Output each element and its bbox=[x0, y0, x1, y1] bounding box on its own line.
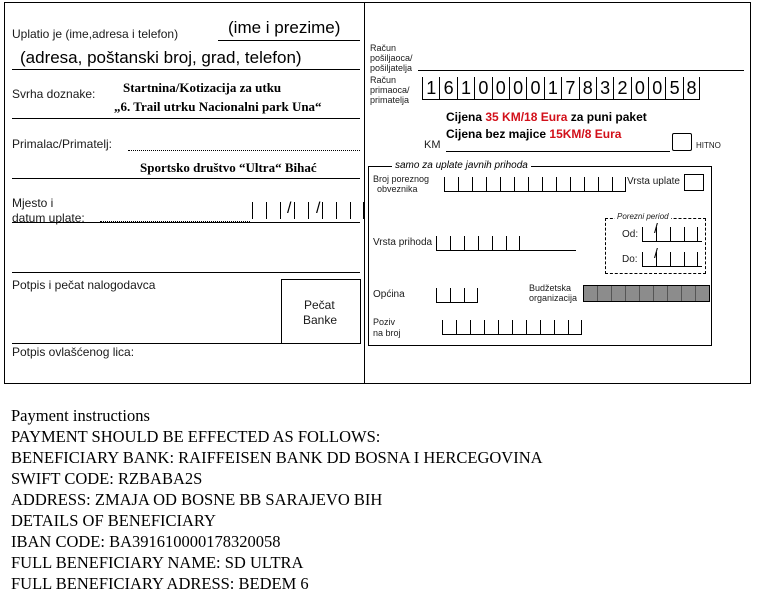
urgent-checkbox[interactable] bbox=[672, 133, 692, 151]
revenue-type-cells[interactable] bbox=[436, 233, 520, 250]
account-digit: 8 bbox=[683, 77, 700, 99]
instruction-line: FULL BENEFICIARY NAME: SD ULTRA bbox=[11, 553, 304, 572]
signature-top-line bbox=[12, 272, 360, 273]
date-base-line bbox=[12, 222, 360, 223]
reference-cells[interactable] bbox=[442, 317, 582, 334]
recipient-name: Sportsko društvo “Ultra“ Bihać bbox=[140, 160, 317, 175]
payer-address: (adresa, poštanski broj, grad, telefon) bbox=[20, 48, 302, 67]
purpose-line-2: „6. Trail utrku Nacionalni park Una“ bbox=[114, 99, 322, 114]
price-full-prefix: Cijena bbox=[446, 110, 483, 124]
from-label: Od: bbox=[622, 229, 639, 240]
sender-account-label-2: pošiljaoca/ bbox=[370, 53, 413, 63]
instruction-line: IBAN CODE: BA391610000178320058 bbox=[11, 532, 281, 551]
price-no-shirt-value: 15KM/8 Eura bbox=[549, 127, 622, 141]
date-slash-1: / bbox=[287, 200, 292, 217]
reference-label-1: Poziv bbox=[373, 317, 396, 327]
price-full-value: 35 KM/18 Eura bbox=[485, 110, 568, 124]
recipient-line bbox=[12, 178, 360, 179]
recipient-account-label-3: primatelja bbox=[370, 95, 410, 105]
municipality-label: Općina bbox=[373, 289, 405, 300]
payer-address-line bbox=[12, 69, 360, 70]
period-from-slash: / bbox=[654, 220, 658, 236]
payer-name: (ime i prezime) bbox=[228, 18, 341, 37]
purpose-label: Svrha doznake: bbox=[12, 87, 96, 101]
payment-type-box[interactable] bbox=[684, 174, 704, 191]
tax-number-base bbox=[444, 191, 626, 192]
account-digit: 0 bbox=[648, 77, 665, 99]
account-digit: 5 bbox=[665, 77, 682, 99]
instruction-line: FULL BENEFICIARY ADRESS: BEDEM 6 bbox=[11, 574, 309, 593]
recipient-dotted-line bbox=[128, 150, 360, 151]
km-label: KM bbox=[424, 139, 441, 151]
reference-base bbox=[442, 334, 582, 335]
period-to-base bbox=[642, 266, 702, 267]
account-digit: 0 bbox=[509, 77, 526, 99]
budget-org-label-1: Budžetska bbox=[529, 283, 572, 293]
public-section-title: samo za uplate javnih prihoda bbox=[392, 160, 531, 171]
km-amount-line bbox=[446, 151, 670, 152]
period-from-cells[interactable] bbox=[642, 224, 698, 241]
recipient-account-label-2: primaoca/ bbox=[370, 85, 410, 95]
stamp-label-2: Banke bbox=[303, 313, 338, 327]
account-digit: 0 bbox=[474, 77, 491, 99]
instruction-line: SWIFT CODE: RZBABA2S bbox=[11, 469, 203, 488]
recipient-label: Primalac/Primatelj: bbox=[12, 137, 113, 151]
signature-label: Potpis i pečat nalogodavca bbox=[12, 278, 156, 292]
municipality-cells[interactable] bbox=[436, 285, 478, 302]
tax-number-cells[interactable] bbox=[444, 174, 626, 191]
account-digit: 7 bbox=[561, 77, 578, 99]
instruction-line: PAYMENT SHOULD BE EFFECTED AS FOLLOWS: bbox=[11, 427, 381, 446]
signature-line bbox=[12, 343, 282, 344]
revenue-type-base bbox=[436, 250, 576, 251]
price-full bbox=[446, 110, 647, 124]
sender-account-label-3: pošiljatelja bbox=[370, 63, 413, 73]
account-digit: 0 bbox=[492, 77, 509, 99]
period-from-base bbox=[642, 241, 702, 242]
account-digit: 8 bbox=[579, 77, 596, 99]
stamp-label-1: Pečat bbox=[304, 298, 335, 312]
instruction-line: DETAILS OF BENEFICIARY bbox=[11, 511, 216, 530]
date-cells[interactable] bbox=[252, 202, 364, 219]
payer-name-line bbox=[218, 40, 360, 41]
purpose-line bbox=[12, 118, 360, 119]
to-label: Do: bbox=[622, 254, 638, 265]
urgent-label: HITNO bbox=[696, 141, 721, 150]
account-digit: 3 bbox=[596, 77, 613, 99]
budget-org-cells[interactable] bbox=[583, 285, 710, 302]
tax-number-label-1: Broj poreznog bbox=[373, 174, 430, 184]
reference-label-2: na broj bbox=[373, 328, 401, 338]
place-date-label-1: Mjesto i bbox=[12, 196, 54, 210]
account-digit: 6 bbox=[439, 77, 456, 99]
price-no-shirt-prefix: Cijena bez majice bbox=[446, 127, 547, 141]
municipality-base bbox=[436, 302, 478, 303]
account-digit: 0 bbox=[526, 77, 543, 99]
tax-period-title: Porezni period bbox=[617, 212, 669, 221]
authorized-signature-label: Potpis ovlašćenog lica: bbox=[12, 345, 135, 359]
budget-org-label-2: organizacija bbox=[529, 293, 578, 303]
price-no-shirt bbox=[446, 127, 621, 141]
tax-number-label-2: obveznika bbox=[377, 184, 418, 194]
period-to-cells[interactable] bbox=[642, 249, 698, 266]
recipient-account-label-1: Račun bbox=[370, 75, 397, 85]
revenue-type-label: Vrsta prihoda bbox=[373, 237, 433, 248]
account-digit: 1 bbox=[422, 77, 439, 99]
instruction-line: ADDRESS: ZMAJA OD BOSNE BB SARAJEVO BIH bbox=[11, 490, 383, 509]
recipient-account-cells[interactable] bbox=[422, 77, 700, 100]
period-to-slash: / bbox=[654, 245, 658, 261]
payer-label: Uplatio je (ime,adresa i telefon) bbox=[12, 27, 179, 41]
account-digit: 0 bbox=[631, 77, 648, 99]
date-slash-2: / bbox=[316, 200, 321, 217]
instruction-line: BENEFICIARY BANK: RAIFFEISEN BANK DD BOSNA I HERCEGOVINA bbox=[11, 448, 543, 467]
price-full-suffix: za puni paket bbox=[570, 110, 647, 124]
sender-account-line bbox=[418, 70, 744, 71]
purpose-line-1: Startnina/Kotizacija za utku bbox=[123, 80, 282, 95]
account-digit: 2 bbox=[613, 77, 630, 99]
payment-type-label: Vrsta uplate bbox=[627, 176, 680, 187]
instructions-title: Payment instructions bbox=[11, 406, 150, 425]
left-panel-border bbox=[364, 2, 365, 384]
account-digit: 1 bbox=[544, 77, 561, 99]
sender-account-label-1: Račun bbox=[370, 43, 397, 53]
place-date-label-2: datum uplate: bbox=[12, 211, 85, 225]
account-digit: 1 bbox=[457, 77, 474, 99]
